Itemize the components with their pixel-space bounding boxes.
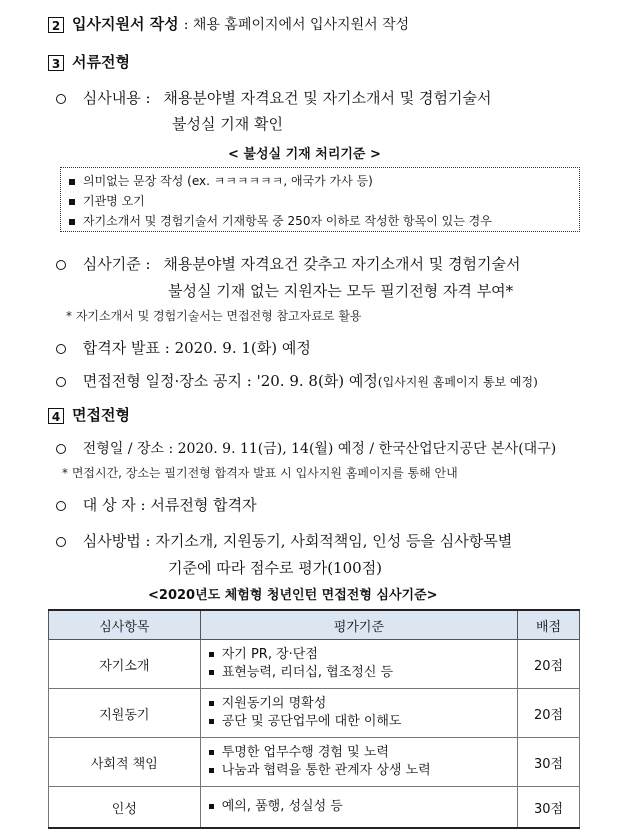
section-4-heading bbox=[48, 404, 130, 425]
section-title: 면접전형 bbox=[72, 406, 130, 424]
criteria-line: 기관명 오기 bbox=[69, 192, 145, 209]
method-item bbox=[56, 530, 512, 551]
square-bullet-icon bbox=[209, 804, 214, 809]
note-2: * 면접시간, 장소는 필기전형 합격자 발표 시 입사지원 홈페이지를 통해 안내 bbox=[62, 466, 458, 480]
row-score: 20점 bbox=[518, 689, 580, 738]
item-text: 전형일 / 장소 : 2020. 9. 11(금), 14(월) 예정 / 한국산업단지공단 본사(대구) bbox=[82, 441, 557, 457]
circle-bullet-icon bbox=[56, 377, 66, 387]
item-text: 대 상 자 : 서류전형 합격자 bbox=[82, 496, 257, 514]
row-item: 인성 bbox=[49, 787, 201, 829]
item-text: 채용분야별 자격요건 갖추고 자기소개서 및 경험기술서 bbox=[163, 255, 521, 273]
method-line2: 기준에 따라 점수로 평가(100점) bbox=[168, 559, 383, 577]
row-criteria: 지원동기의 명확성 공단 및 공단업무에 대한 이해도 bbox=[200, 689, 517, 738]
header-score: 배점 bbox=[518, 610, 580, 640]
square-bullet-icon bbox=[209, 652, 214, 657]
review-content-line2: 불성실 기재 확인 bbox=[172, 115, 283, 133]
announce-item bbox=[56, 337, 311, 358]
note-1: * 자기소개서 및 경험기술서는 면접전형 참고자료로 활용 bbox=[66, 309, 362, 323]
table-row bbox=[49, 787, 580, 829]
row-item: 사회적 책임 bbox=[49, 738, 201, 787]
circle-bullet-icon bbox=[56, 444, 66, 454]
item-text: 합격자 발표 : 2020. 9. 1(화) 예정 bbox=[82, 339, 311, 357]
review-standard-item bbox=[56, 253, 520, 274]
row-score: 30점 bbox=[518, 787, 580, 829]
circle-bullet-icon bbox=[56, 260, 66, 270]
table-caption: <2020년도 체험형 청년인턴 면접전형 심사기준> bbox=[148, 588, 438, 603]
item-text: 심사방법 : 자기소개, 지원동기, 사회적책임, 인성 등을 심사항목별 bbox=[82, 532, 513, 550]
square-bullet-icon bbox=[69, 179, 75, 185]
row-item: 자기소개 bbox=[49, 640, 201, 689]
item-small-text: (입사지원 홈페이지 통보 예정) bbox=[377, 375, 538, 389]
square-bullet-icon bbox=[209, 701, 214, 706]
square-bullet-icon bbox=[209, 719, 214, 724]
table-row bbox=[49, 738, 580, 787]
item-label: 심사내용 : bbox=[82, 89, 151, 107]
table-row bbox=[49, 640, 580, 689]
review-standard-line2: 불성실 기재 없는 지원자는 모두 필기전형 자격 부여* bbox=[168, 282, 514, 300]
circle-bullet-icon bbox=[56, 501, 66, 511]
table-row bbox=[49, 689, 580, 738]
section-number: 4 bbox=[48, 408, 64, 424]
criteria-line: 자기소개서 및 경험기술서 기재항목 중 250자 이하로 작성한 항목이 있는 경우 bbox=[69, 212, 492, 229]
section-2-heading bbox=[48, 13, 409, 34]
section-title: 입사지원서 작성 bbox=[72, 15, 179, 33]
square-bullet-icon bbox=[209, 670, 214, 675]
criteria-caption: < 불성실 기재 처리기준 > bbox=[228, 147, 381, 162]
section-title: 서류전형 bbox=[72, 53, 130, 71]
item-text: 면접전형 일정·장소 공지 : '20. 9. 8(화) 예정 bbox=[82, 372, 378, 390]
item-text: 채용분야별 자격요건 및 자기소개서 및 경험기술서 bbox=[163, 89, 492, 107]
section-description: : 채용 홈페이지에서 입사지원서 작성 bbox=[183, 17, 410, 33]
row-criteria: 예의, 품행, 성실성 등 bbox=[200, 787, 517, 829]
square-bullet-icon bbox=[209, 750, 214, 755]
section-3-heading bbox=[48, 51, 130, 72]
square-bullet-icon bbox=[69, 219, 75, 225]
header-criteria: 평가기준 bbox=[200, 610, 517, 640]
circle-bullet-icon bbox=[56, 344, 66, 354]
criteria-table bbox=[48, 609, 580, 829]
square-bullet-icon bbox=[69, 199, 75, 205]
item-label: 심사기준 : bbox=[82, 255, 151, 273]
section-number: 3 bbox=[48, 55, 64, 71]
interview-notice-item bbox=[56, 370, 538, 391]
row-criteria: 투명한 업무수행 경험 및 노력 나눔과 협력을 통한 관계자 상생 노력 bbox=[200, 738, 517, 787]
target-item bbox=[56, 494, 257, 515]
criteria-line: 의미없는 문장 작성 (ex. ㅋㅋㅋㅋㅋㅋ, 애국가 가사 등) bbox=[69, 172, 373, 189]
section-number: 2 bbox=[48, 17, 64, 33]
criteria-box bbox=[60, 167, 580, 232]
schedule-item bbox=[56, 438, 556, 458]
header-item: 심사항목 bbox=[49, 610, 201, 640]
table-header-row bbox=[49, 610, 580, 640]
row-criteria: 자기 PR, 장·단점 표현능력, 리더십, 협조정신 등 bbox=[200, 640, 517, 689]
row-score: 20점 bbox=[518, 640, 580, 689]
circle-bullet-icon bbox=[56, 537, 66, 547]
circle-bullet-icon bbox=[56, 94, 66, 104]
row-item: 지원동기 bbox=[49, 689, 201, 738]
review-content-item bbox=[56, 87, 492, 108]
row-score: 30점 bbox=[518, 738, 580, 787]
square-bullet-icon bbox=[209, 768, 214, 773]
